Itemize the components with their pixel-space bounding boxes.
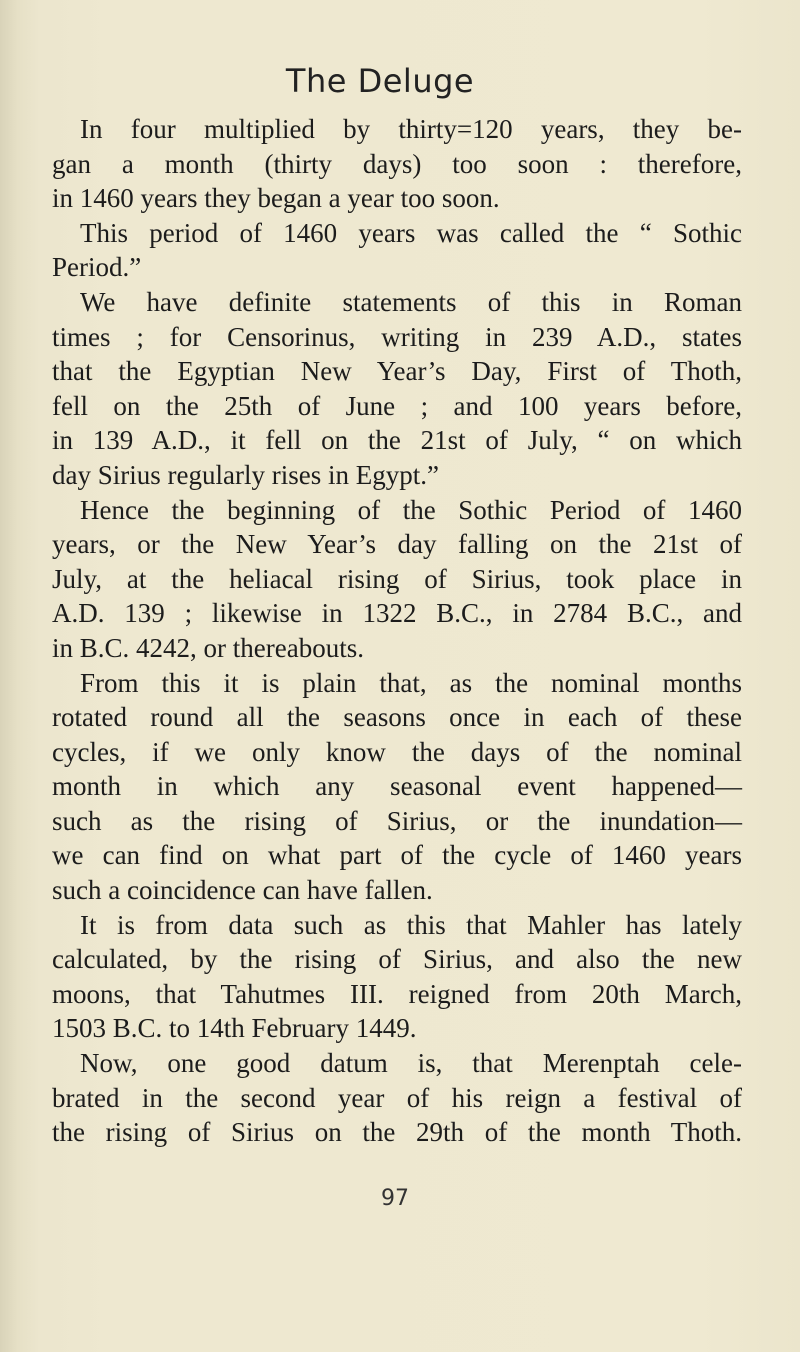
text-line: July, at the heliacal rising of Sirius, took place in bbox=[52, 563, 742, 594]
text-line: moons, that Tahutmes III. reigned from 20th March, bbox=[52, 978, 742, 1009]
text-line: fell on the 25th of June ; and 100 years before, bbox=[52, 390, 742, 421]
text-line: in 1460 years they began a year too soon. bbox=[52, 183, 500, 214]
text-line: the rising of Sirius on the 29th of the month Thoth. bbox=[52, 1117, 742, 1148]
text-line: such as the rising of Sirius, or the inundation— bbox=[52, 805, 742, 836]
text-line: in B.C. 4242, or thereabouts. bbox=[52, 632, 364, 663]
text-line: In four multiplied by thirty=120 years, they be- bbox=[80, 114, 742, 144]
running-head: The Deluge bbox=[285, 62, 475, 100]
text-line: It is from data such as this that Mahler has lately bbox=[80, 909, 742, 940]
text-line: Hence the beginning of the Sothic Period of 1460 bbox=[80, 494, 742, 525]
text-line: years, or the New Year’s day falling on the 21st of bbox=[52, 529, 742, 560]
text-line: times ; for Censorinus, writing in 239 A.D., states bbox=[52, 321, 742, 352]
text-line: month in which any seasonal event happened— bbox=[52, 771, 742, 802]
text-line: We have definite statements of this in Roman bbox=[80, 286, 742, 317]
text-line: day Sirius regularly rises in Egypt.” bbox=[52, 459, 439, 490]
text-line: cycles, if we only know the days of the nominal bbox=[52, 736, 742, 767]
text-line: calculated, by the rising of Sirius, and also the new bbox=[52, 944, 742, 975]
text-line: we can find on what part of the cycle of 1460 years bbox=[52, 840, 742, 871]
text-line: in 139 A.D., it fell on the 21st of July, “ on which bbox=[52, 425, 742, 456]
page-number: 97 bbox=[381, 1186, 409, 1211]
text-line: A.D. 139 ; likewise in 1322 B.C., in 2784 B.C., and bbox=[52, 598, 742, 629]
text-line: From this it is plain that, as the nominal months bbox=[80, 667, 742, 698]
text-line: 1503 B.C. to 14th February 1449. bbox=[52, 1013, 417, 1044]
text-line: Now, one good datum is, that Merenptah cele- bbox=[80, 1048, 742, 1079]
text-line: such a coincidence can have fallen. bbox=[52, 875, 433, 906]
text-line: gan a month (thirty days) too soon : therefore, bbox=[52, 148, 742, 179]
text-line: brated in the second year of his reign a festival of bbox=[52, 1082, 742, 1113]
text-line: that the Egyptian New Year’s Day, First of Thoth, bbox=[52, 356, 742, 387]
text-line: rotated round all the seasons once in each of these bbox=[52, 702, 742, 733]
body-text bbox=[52, 112, 742, 1150]
text-line: This period of 1460 years was called the “ Sothic bbox=[80, 217, 742, 248]
text-line: Period.” bbox=[52, 252, 142, 283]
